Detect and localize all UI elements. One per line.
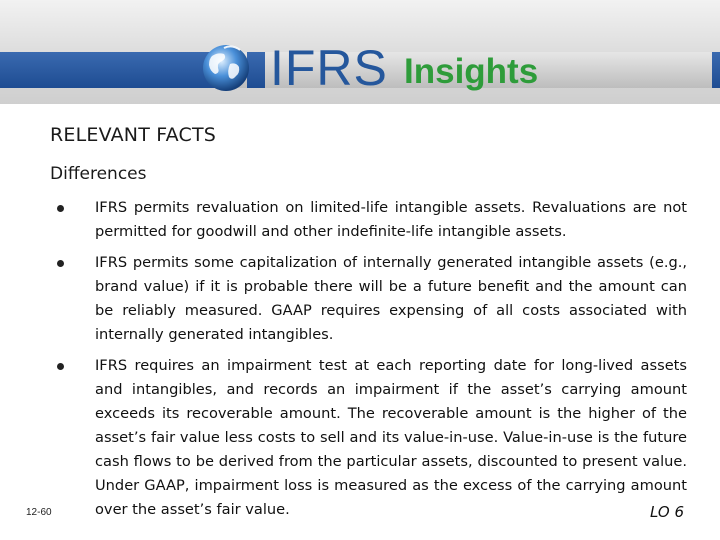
bullet-icon: [57, 363, 64, 370]
section-heading: RELEVANT FACTS: [50, 124, 217, 146]
list-item: [57, 196, 687, 244]
section-subheading: Differences: [50, 164, 147, 184]
brand-subtitle: Insights: [404, 52, 539, 91]
bullet-icon: [57, 205, 64, 212]
list-item: [57, 251, 687, 347]
header-banner: [0, 0, 720, 104]
header-blue-bar-right: [712, 52, 720, 88]
brand-title: IFRS: [270, 40, 388, 96]
learning-objective-tag: LO 6: [650, 503, 685, 521]
bullet-text: IFRS permits revaluation on limited-life intangible assets. Revaluations are not permitted for goodwill and other indefinite-life intangible assets.: [95, 199, 687, 240]
bullet-text: IFRS requires an impairment test at each reporting date for long-lived assets and intangibles, and records an impairment if the asset’s carrying amount exceeds its recoverable amount. The recoverable amount is the higher of the asset’s fair value less costs to sell and its value-in-use. Value-in-use is the future cash flows to be derived from the particular assets, discounted to present value. Under GAAP, impairment loss is measured as the excess of the carrying amount over the asset’s fair value.: [95, 357, 687, 518]
list-item: [57, 354, 687, 522]
globe-icon: [198, 38, 254, 94]
page-number: 12-60: [26, 507, 52, 518]
bullet-text: IFRS permits some capitalization of internally generated intangible assets (e.g., brand value) if it is probable there will be a future benefit and the amount can be reliably measured. GAAP requires expensing of all costs associated with internally generated intangibles.: [95, 254, 687, 343]
bullet-icon: [57, 260, 64, 267]
bullet-list: [57, 196, 687, 529]
header-blue-bar-left: [0, 52, 222, 88]
